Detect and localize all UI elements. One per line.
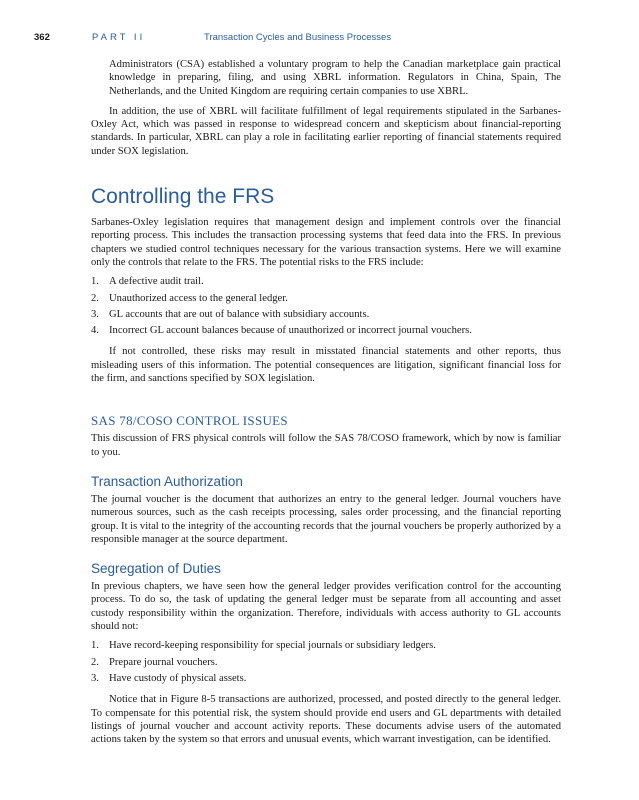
list-text: GL accounts that are out of balance with subsidiary accounts. — [109, 308, 370, 320]
list-number: 3. — [91, 672, 99, 684]
list-item — [91, 639, 561, 652]
page-content — [91, 58, 561, 752]
controlling-paragraph-1: Sarbanes-Oxley legislation requires that management design and implement controls over the financial reporting process. This includes the transaction processing systems that feed data into the FRS. In previous chapters we studied control techniques necessary for the various transaction systems. Here we will examine only the controls that relate to the FRS. The potential risks to the FRS include: — [91, 217, 561, 268]
subheading-segregation-of-duties: Segregation of Duties — [91, 561, 221, 577]
page-number: 362 — [34, 32, 50, 43]
section-heading-controlling-frs: Controlling the FRS — [91, 185, 275, 209]
list-item — [91, 275, 561, 288]
list-text: A defective audit trail. — [109, 276, 204, 288]
list-number: 1. — [91, 640, 99, 652]
list-number: 2. — [91, 656, 99, 668]
segregation-paragraph-1: In previous chapters, we have seen how the general ledger provides verification control for the accounting process. To do so, the task of updating the general ledger must be separate from all accounting and asset custody responsibility within the organization. Therefore, individuals with access authority to GL accounts should not: — [91, 581, 561, 633]
risks-list — [91, 275, 561, 337]
segregation-list — [91, 639, 561, 685]
list-number: 2. — [91, 292, 99, 304]
running-header — [34, 31, 594, 45]
list-text: Prepare journal vouchers. — [109, 656, 218, 668]
authorization-paragraph: The journal voucher is the document that authorizes an entry to the general ledger. Journal vouchers have numerous sources, such as the cash receipts processing, sales order processing, and the financial reporting group. It is vital to the integrity of the accounting records that the journal vouchers be properly authorized by a responsible manager at the source department. — [91, 493, 561, 545]
part-label: PART II — [92, 32, 146, 43]
list-item — [91, 656, 561, 669]
subheading-transaction-authorization: Transaction Authorization — [91, 473, 243, 489]
segregation-paragraph-2: Notice that in Figure 8-5 transactions are authorized, processed, and posted directly to the general ledger. To compensate for this potential risk, the system should provide end users and GL departments with detailed listings of journal voucher and account activity reports. These documents advise users of the automated actions taken by the system so that errors and unusual events, which warrant investigation, can be identified. — [91, 694, 561, 746]
list-item — [91, 308, 561, 321]
intro-paragraph-1: Administrators (CSA) established a voluntary program to help the Canadian marketplace gain practical knowledge in preparing, filing, and using XBRL information. Regulators in China, Spain, The Netherlands, and the United Kingdom are requiring certain companies to use XBRL. — [109, 59, 561, 97]
list-number: 3. — [91, 308, 99, 320]
list-item — [91, 672, 561, 685]
sas-paragraph: This discussion of FRS physical controls will follow the SAS 78/COSO framework, which by now is familiar to you. — [91, 433, 561, 458]
list-text: Have record-keeping responsibility for special journals or subsidiary ledgers. — [109, 640, 436, 652]
controlling-paragraph-2: If not controlled, these risks may result in misstated financial statements and other reports, thus misleading users of this information. The potential consequences are litigation, significant financial loss for the firm, and sanctions specified by SOX legislation. — [91, 346, 561, 385]
section-heading-sas-coso: SAS 78/COSO CONTROL ISSUES — [91, 413, 288, 429]
list-text: Have custody of physical assets. — [109, 672, 247, 684]
chapter-title: Transaction Cycles and Business Processes — [204, 32, 392, 43]
intro-paragraph-2: In addition, the use of XBRL will facilitate fulfillment of legal requirements stipulated in the Sarbanes-Oxley Act, which was passed in response to widespread concern and skepticism about financial-reporting standards. In particular, XBRL can play a role in facilitating earlier reporting of financial statements required under SOX legislation. — [91, 105, 561, 157]
list-item — [91, 324, 561, 337]
list-number: 1. — [91, 276, 99, 288]
list-text: Incorrect GL account balances because of unauthorized or incorrect journal vouchers. — [109, 325, 472, 337]
list-number: 4. — [91, 325, 99, 337]
list-text: Unauthorized access to the general ledger. — [109, 292, 288, 304]
list-item — [91, 292, 561, 305]
